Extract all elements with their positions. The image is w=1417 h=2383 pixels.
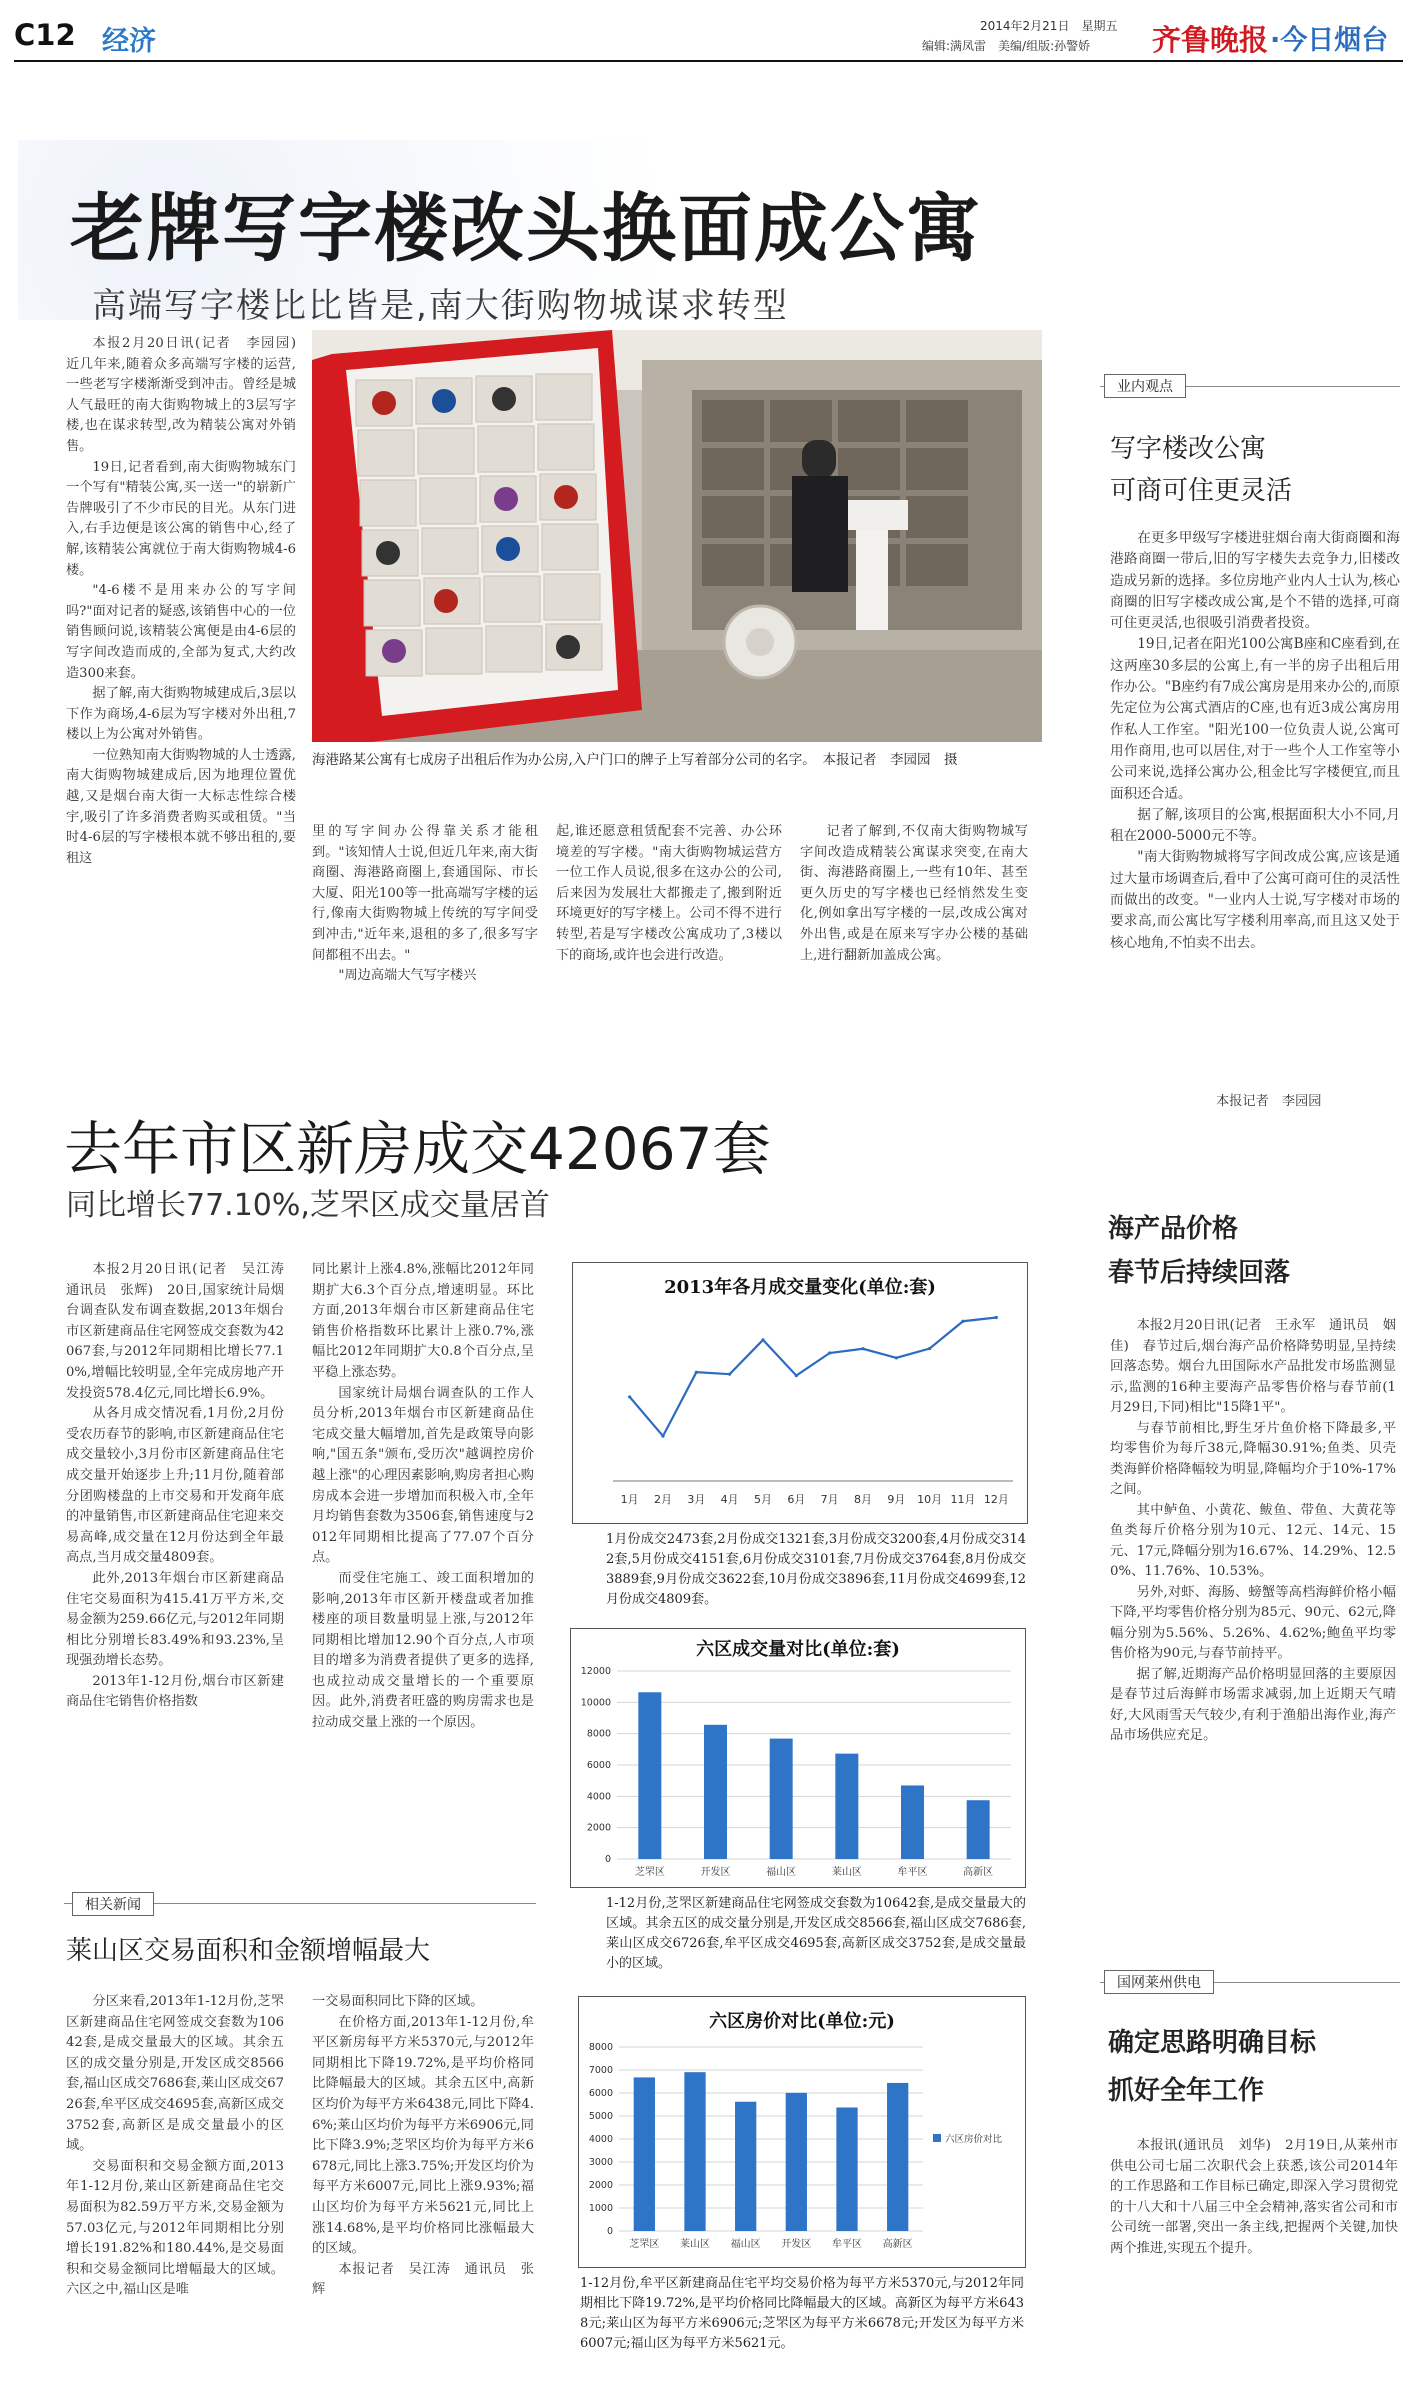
paragraph: 本报2月20日讯(记者 王永军 通讯员 姻佳) 春节过后,烟台海产品价格降势明显,呈持续回落态势。烟台九田国际水产品批发市场监测显示,监测的16种主要海产品零售价格与春节前(1月29日,下同)相比"15降1平"。	[1110, 1318, 1396, 1415]
paragraph: "南大街购物城将写字间改成公寓,应该是通过大量市场调查后,看中了公寓可商可住的灵活性而做出的改变。"一业内人士说,写字楼对市场的要求高,而公寓比写字楼利用率高,而且这又处于核心地角,不怕卖不出去。	[1110, 849, 1400, 951]
x-tick-label: 3月	[687, 1493, 706, 1506]
subheadline: 同比增长77.10%,芝罘区成交量居首	[66, 1188, 550, 1223]
x-tick-label: 8月	[854, 1493, 872, 1506]
paragraph: 据了解,该项目的公寓,根据面积大小不同,月租在2000-5000元不等。	[1110, 806, 1400, 845]
sidebar-title: 确定思路明确目标	[1108, 2028, 1317, 2058]
paragraph: 本报2月20日讯(记者 吴江涛 通讯员 张辉) 20日,国家统计局烟台调查队发布调查数据,2013年烟台市区新建商品住宅网签成交套数为42067套,与2012年同期相比增长77.10%,增幅比较明显,全年完成房地产开发投资578.4亿元,同比增长6.9%。	[66, 1262, 298, 1401]
bar	[634, 2077, 655, 2231]
y-tick-label: 4000	[588, 2134, 613, 2145]
data-point	[828, 1351, 831, 1354]
chart-district-price	[578, 1996, 1026, 2268]
x-tick-label: 9月	[887, 1493, 906, 1506]
related-column-2	[312, 1992, 534, 2378]
article1-column-3	[556, 822, 782, 1052]
bar	[638, 1692, 661, 1859]
bar-chart	[579, 2035, 1027, 2267]
paragraph: 在价格方面,2013年1-12月份,牟平区新房每平方米5370元,与2012年同期相比下降19.72%,是平均价格同比降幅最大的区域。其余五区中,高新区均价为每平方米6438元,同比下降4.6%;莱山区均价为每平方米6906元,同比下降3.9%;芝罘区均价为每平方米6678元,同比上涨3.75%;开发区均价为每平方米6007元,同比上涨9.93%;福山区均价为每平方米5621元,同比上涨14.68%,是平均价格同比涨幅最大的区域。	[312, 2014, 534, 2257]
x-tick-label: 1月	[620, 1493, 639, 1506]
data-point	[861, 1347, 864, 1350]
byline: 本报记者 李园园	[1216, 1094, 1322, 1109]
y-tick-label: 7000	[588, 2065, 613, 2076]
sidebar-title: 海产品价格	[1108, 1214, 1239, 1244]
bar	[786, 2093, 807, 2231]
data-point	[928, 1347, 931, 1350]
chart-title: 六区房价对比(单位:元)	[709, 2011, 895, 2032]
chart-monthly-sales	[572, 1262, 1028, 1524]
data-point	[695, 1371, 698, 1374]
paragraph: 一位熟知南大街购物城的人士透露,南大街购物城建成后,因为地理位置优越,又是烟台南大街一大标志性综合楼宇,吸引了许多消费者购买或租赁。"当时4-6层的写字楼根本就不够出租的,要租这	[66, 747, 296, 866]
y-tick-label: 6000	[588, 2088, 613, 2099]
legend-swatch	[933, 2134, 941, 2142]
paragraph: 本报2月20日讯(记者 李园园) 近几年来,随着众多高端写字楼的运营,一些老写字楼渐渐受到冲击。曾经是城人气最旺的南大街购物城上的3层写字楼,也在谋求转型,改为精装公寓对外销售。	[66, 336, 310, 454]
paragraph: 与春节前相比,野生牙片鱼价格下降最多,平均零售价为每斤38元,降幅30.91%;鱼类、贝壳类海鲜价格降幅较为明显,降幅均介于10%-17%之间。	[1110, 1420, 1396, 1497]
bar	[887, 2083, 908, 2231]
chart-caption: 1月份成交2473套,2月份成交1321套,3月份成交3200套,4月份成交3142套,5月份成交4151套,6月份成交3101套,7月份成交3764套,8月份成交3889套,9月份成交3622套,10月份成交3896套,11月份成交4699套,12月份成交4809套。	[606, 1532, 1026, 1607]
x-tick-label: 福山区	[766, 1867, 797, 1878]
paragraph: 从各月成交情况看,1月份,2月份受农历春节的影响,市区新建商品住宅成交量较小,3月份市区新建商品住宅成交量开始逐步上升;11月份,随着部分团购楼盘的上市交易和开发商年底的冲量销售,市区新建商品住宅迎来交易高峰,成交量在12月份达到全年最高点,当月成交量4809套。	[66, 1406, 284, 1566]
paragraph: 本报记者 吴江涛 通讯员 张辉	[312, 2261, 534, 2298]
x-tick-label: 高新区	[882, 2239, 913, 2250]
article2-column-1	[66, 1260, 298, 1840]
sidebar1-body	[1110, 528, 1400, 1088]
chart-title: 2013年各月成交量变化(单位:套)	[664, 1277, 936, 1298]
page-number: C12	[14, 18, 76, 52]
paragraph: 据了解,近期海产品价格明显回落的主要原因是春节过后海鲜市场需求减弱,加上近期天气晴好,大风雨雪天气较少,有利于渔船出海作业,海产品市场供应充足。	[1110, 1666, 1396, 1743]
paragraph: 记者了解到,不仅南大街购物城写字间改造成精装公寓谋求突变,在南大街、海港路商圈上,一些有10年、甚至更久历史的写字楼也已经悄然发生变化,例如拿出写字楼的一层,改成公寓对外出售,或是在原来写字办公楼的基础上,进行翻新加盖成公寓。	[800, 824, 1028, 963]
x-tick-label: 牟平区	[897, 1867, 928, 1878]
headline: 去年市区新房成交42067套	[64, 1115, 771, 1183]
bar	[836, 2107, 857, 2231]
paragraph: 同比累计上涨4.8%,涨幅比2012年同期扩大6.3个百分点,增速明显。环比方面,2013年烟台市区新建商品住宅销售价格指数环比累计上涨0.7%,涨幅比2012年同期扩大0.8个百分点,呈平稳上涨态势。	[312, 1262, 534, 1380]
article1-column-2	[312, 822, 538, 1052]
legend-label: 六区房价对比	[945, 2134, 1003, 2145]
y-tick-label: 0	[604, 1854, 611, 1865]
sidebar-title: 抓好全年工作	[1108, 2076, 1265, 2106]
x-tick-label: 福山区	[730, 2239, 761, 2250]
bar	[684, 2072, 705, 2231]
y-tick-label: 6000	[586, 1760, 611, 1771]
y-tick-label: 8000	[588, 2042, 613, 2053]
column-tag: 国网莱州供电	[1104, 1970, 1214, 1994]
data-point	[628, 1395, 631, 1398]
paragraph: "4-6楼不是用来办公的写字间吗?"面对记者的疑惑,该销售中心的一位销售顾问说,该精装公寓便是由4-6层的写字间改造而成的,全部为复式,大约改造300来套。	[66, 583, 296, 681]
paragraph: 另外,对虾、海肠、螃蟹等高档海鲜价格小幅下降,平均零售价格分别为85元、90元、62元,降幅分别为5.56%、5.26%、4.62%;鲍鱼平均零售价格为90元,与春节前持平。	[1110, 1584, 1396, 1661]
line-chart	[573, 1301, 1029, 1523]
y-tick-label: 5000	[588, 2111, 613, 2122]
paragraph: 里的写字间办公得靠关系才能租到。"该知情人士说,但近几年来,南大街商圈、海港路商圈上,套通国际、市长大厦、阳光100等一批高端写字楼的运行,像南大街购物城上传统的写字间受到冲击,"近年来,退租的多了,很多写字间都租不出去。"	[312, 824, 538, 963]
paragraph: "周边高端大气写字楼兴	[338, 968, 477, 984]
bar	[835, 1754, 858, 1859]
paragraph: 此外,2013年烟台市区新建商品住宅交易面积为415.41万平方米,交易金额为259.66亿元,与2012年同期相比分别增长83.49%和93.23%,呈现强劲增长态势。	[66, 1570, 284, 1669]
subheadline: 高端写字楼比比皆是,南大街购物城谋求转型	[92, 286, 789, 326]
paragraph: 起,谁还愿意租赁配套不完善、办公环境差的写字楼。"南大街购物城运营方一位工作人员说,很多在这办公的公司,后来因为发展壮大都搬走了,搬到附近环境更好的写字楼上。公司不得不进行转型,若是写字楼改公寓成功了,3楼以下的商场,或许也会进行改造。	[556, 824, 782, 963]
bar	[770, 1739, 793, 1859]
data-point	[728, 1373, 731, 1376]
news-photo	[312, 330, 1042, 742]
y-tick-label: 10000	[580, 1697, 611, 1709]
x-tick-label: 6月	[787, 1493, 806, 1506]
data-point	[795, 1374, 798, 1377]
chart-district-volume	[570, 1628, 1026, 1888]
data-point	[961, 1320, 964, 1323]
paragraph: 据了解,南大街购物城建成后,3层以下作为商场,4-6层为写字楼对外出租,7楼以上为公寓对外销售。	[66, 686, 296, 743]
paragraph: 而受住宅施工、竣工面积增加的影响,2013年市区新开楼盘或者加推楼座的项目数量明显上涨,与2012年同期相比增加12.90个百分点,人市项目的增多为消费者提供了更多的选择,也成拉动成交量增长的一个重要原因。此外,消费者旺盛的购房需求也是拉动成交量上涨的一个原因。	[312, 1570, 534, 1731]
y-tick-label: 2000	[588, 2180, 613, 2191]
chart-caption: 1-12月份,牟平区新建商品住宅平均交易价格为每平方米5370元,与2012年同期相比下降19.72%,是平均价格同比降幅最大的区域。高新区为每平方米6438元;莱山区为每平方米6906元;芝罘区为每平方米6678元;开发区为每平方米6007元;福山区为每平方米5621元。	[580, 2276, 1024, 2351]
bar-chart	[571, 1663, 1027, 1889]
editor-line: 编辑:满凤雷 美编/组版:孙警娇	[922, 39, 1091, 53]
series-line	[630, 1317, 997, 1436]
column-tag: 相关新闻	[72, 1892, 154, 1916]
y-tick-label: 0	[606, 2226, 613, 2237]
edition-name: ·今日烟台	[1270, 25, 1389, 56]
data-point	[995, 1316, 998, 1319]
header-rule	[14, 60, 1403, 62]
sidebar-title: 春节后持续回落	[1108, 1258, 1291, 1288]
sidebar2-body	[1110, 1316, 1396, 1916]
y-tick-label: 3000	[588, 2157, 613, 2168]
headline: 老牌写字楼改头换面成公寓	[70, 186, 982, 272]
chart-title: 六区成交量对比(单位:套)	[696, 1639, 900, 1660]
related-title: 莱山区交易面积和金额增幅最大	[66, 1936, 431, 1966]
bar	[735, 2102, 756, 2231]
paragraph: 国家统计局烟台调查队的工作人员分析,2013年烟台市区新建商品住宅成交量大幅增加,首先是政策导向影响,"国五条"颁布,受历次"越调控房价越上涨"的心理因素影响,购房者担心购房成本会进一步增加而积极入市,全年月均销售套数为3506套,销售速度与2012年同期相比提高了77.07个百分点。	[312, 1385, 534, 1566]
x-tick-label: 5月	[754, 1493, 772, 1506]
x-tick-label: 11月	[950, 1493, 976, 1506]
photo-caption: 海港路某公寓有七成房子出租后作为办公房,入户门口的牌子上写着部分公司的名字。 本报记者 李园园 摄	[312, 752, 958, 768]
bar	[967, 1800, 990, 1859]
newspaper-logo: 齐鲁晚报	[1152, 23, 1269, 57]
x-tick-label: 4月	[720, 1493, 739, 1506]
related-column-1	[66, 1992, 284, 2378]
y-tick-label: 8000	[586, 1728, 611, 1740]
article1-column-4	[800, 822, 1028, 1052]
x-tick-label: 芝罘区	[629, 2239, 660, 2250]
article2-column-2	[312, 1260, 534, 1840]
paragraph: 其中鲈鱼、小黄花、鲅鱼、带鱼、大黄花等鱼类每斤价格分别为10元、12元、14元、15元、17元,降幅分别为16.67%、14.29%、12.50%、11.76%、10.53%。	[1110, 1502, 1396, 1579]
chart-caption: 1-12月份,芝罘区新建商品住宅网签成交套数为10642套,是成交量最大的区域。其余五区的成交量分别是,开发区成交8566套,福山区成交7686套,莱山区成交6726套,牟平区成交4695套,高新区成交3752套,是成交量最小的区域。	[606, 1896, 1026, 1971]
paragraph: 交易面积和交易金额方面,2013年1-12月份,莱山区新建商品住宅交易面积为82.59万平方米,交易金额为57.03亿元,与2012年同期相比分别增长191.82%和180.44%,是交易面积和交易金额同比增幅最大的区域。六区之中,福山区是唯	[66, 2158, 284, 2298]
x-tick-label: 莱山区	[680, 2239, 710, 2250]
x-tick-label: 2月	[654, 1493, 672, 1506]
paragraph: 一交易面积同比下降的区域。	[312, 1994, 484, 2009]
bar	[901, 1785, 924, 1859]
paragraph: 19日,记者看到,南大街购物城东门一个写有"精装公寓,买一送一"的崭新广告牌吸引了不少市民的目光。从东门进入,右手边便是该公寓的销售中心,经了解,该精装公寓就位于南大街购物城4-6楼。	[66, 459, 296, 578]
y-tick-label: 2000	[586, 1822, 611, 1834]
paragraph: 2013年1-12月份,烟台市区新建商品住宅销售价格指数	[66, 1673, 284, 1710]
paragraph: 在更多甲级写字楼进驻烟台南大街商圈和海港路商圈一带后,旧的写字楼失去竞争力,旧楼改造成另新的选择。多位房地产业内人士认为,核心商圈的旧写字楼改成公寓,是个不错的选择,可商可住更灵活,也很吸引消费者投资。	[1110, 530, 1400, 632]
column-tag: 业内观点	[1104, 374, 1186, 398]
x-tick-label: 12月	[983, 1493, 1009, 1506]
sidebar3-body	[1110, 2136, 1398, 2336]
paragraph: 分区来看,2013年1-12月份,芝罘区新建商品住宅网签成交套数为10642套,是成交量最大的区域。其余五区的成交量分别是,开发区成交8566套,福山区成交7686套,莱山区成交6726套,牟平区成交4695套,高新区成交3752套,高新区是成交量最小的区域。	[66, 1994, 284, 2154]
bar	[704, 1725, 727, 1859]
y-tick-label: 4000	[586, 1791, 611, 1803]
sidebar-title: 写字楼改公寓	[1110, 434, 1267, 464]
data-point	[661, 1434, 664, 1437]
data-point	[895, 1356, 898, 1359]
paragraph: 本报讯(通讯员 刘华) 2月19日,从莱州市供电公司七届二次职代会上获悉,该公司2014年的工作思路和工作目标已确定,即深入学习贯彻党的十八大和十八届三中全会精神,落实省公司和市公司统一部署,突出一条主线,把握两个关键,加快两个推进,实现五个提升。	[1110, 2138, 1398, 2256]
x-tick-label: 牟平区	[832, 2239, 862, 2250]
paragraph: 19日,记者在阳光100公寓B座和C座看到,在这两座30多层的公寓上,有一半的房子出租后用作办公。"B座约有7成公寓房是用来办公的,而原先定位为公寓式酒店的C座,也有近3成公寓房用作私人工作室。"阳光100一位负责人说,公寓可用作商用,也可以居住,对于一些个人工作室等小公司来说,选择公寓办公,租金比写字楼便宜,而且面积还合适。	[1110, 636, 1400, 802]
x-tick-label: 高新区	[963, 1867, 994, 1878]
x-tick-label: 莱山区	[831, 1867, 862, 1878]
date-line: 2014年2月21日 星期五	[980, 19, 1118, 33]
x-tick-label: 10月	[917, 1493, 943, 1506]
x-tick-label: 芝罘区	[634, 1867, 665, 1878]
y-tick-label: 12000	[580, 1666, 611, 1677]
x-tick-label: 开发区	[700, 1867, 731, 1878]
y-tick-label: 1000	[588, 2203, 613, 2214]
x-tick-label: 开发区	[781, 2239, 812, 2250]
section-name: 经济	[102, 26, 156, 57]
article1-column-1	[66, 334, 310, 1052]
data-point	[761, 1338, 764, 1341]
x-tick-label: 7月	[820, 1493, 839, 1506]
sidebar-title: 可商可住更灵活	[1110, 476, 1293, 506]
